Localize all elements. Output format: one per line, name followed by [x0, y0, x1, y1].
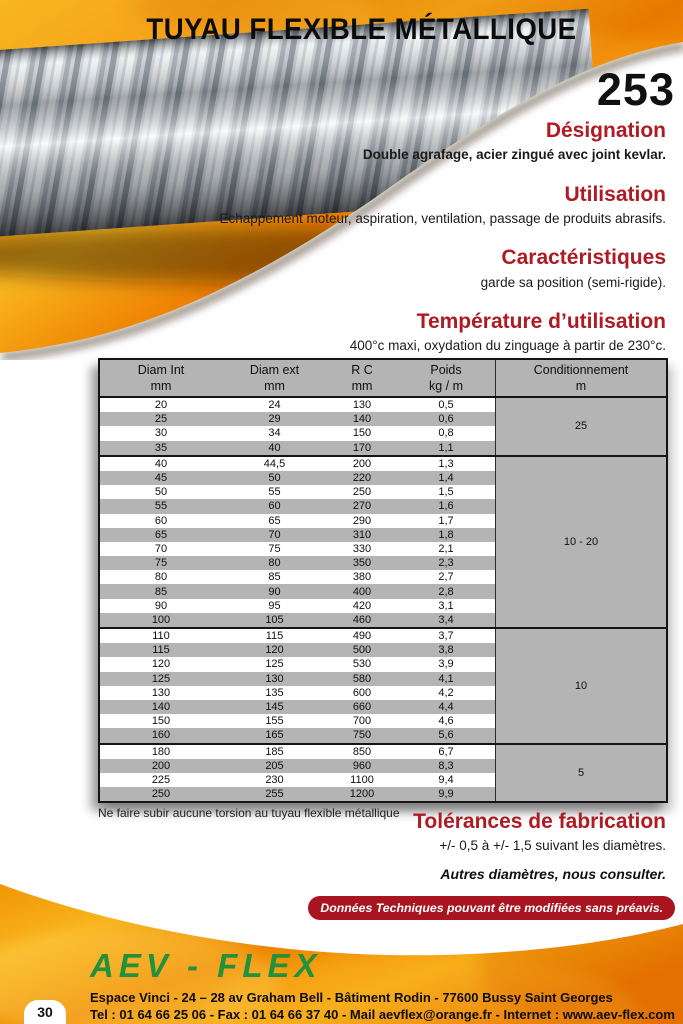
table-cell: 75	[268, 542, 281, 555]
description-section	[146, 119, 666, 164]
table-cell: 1,4	[438, 472, 454, 485]
table-cell: 310	[352, 528, 372, 541]
table-row	[100, 570, 495, 584]
company-logo: AEV - FLEX	[90, 947, 322, 984]
table-group	[100, 627, 666, 743]
table-cell: 2,1	[438, 542, 454, 555]
table-cell: 80	[268, 557, 281, 570]
table-cell: 44,5	[263, 457, 286, 470]
table-column-header: Conditionnement m	[495, 360, 666, 396]
table-cell: 1,1	[438, 441, 454, 454]
table-cell: 0,5	[438, 399, 454, 412]
table-cell: 90	[154, 599, 168, 612]
table-cell: 350	[352, 557, 372, 570]
table-header	[100, 360, 666, 398]
table-cell: 500	[352, 644, 372, 657]
table-cell: 490	[352, 630, 372, 643]
spec-table	[98, 358, 668, 803]
table-cell: 130	[265, 672, 284, 685]
table-cell: 45	[154, 472, 168, 485]
table-cell: 580	[352, 672, 372, 685]
table-cell: 200	[151, 759, 171, 772]
table-cell: 600	[352, 686, 372, 699]
table-cell: 8,3	[438, 759, 454, 772]
table-cell: 90	[268, 585, 281, 598]
table-cell: 750	[352, 729, 372, 742]
table-cell: 1,7	[438, 514, 454, 527]
table-cell: 80	[154, 571, 168, 584]
sections	[146, 119, 666, 374]
table-cell: 34	[268, 427, 281, 440]
table-cell: 2,8	[438, 585, 454, 598]
table-cell: 330	[352, 542, 372, 555]
table-cell: 2,3	[438, 557, 454, 570]
section-heading: Utilisation	[564, 182, 666, 206]
table-cell: 530	[352, 658, 372, 671]
table-cell: 9,4	[438, 773, 454, 786]
table-cell: 115	[152, 644, 170, 657]
table-cell: 100	[151, 613, 171, 626]
table-cell: 5,6	[438, 729, 454, 742]
table-row	[100, 773, 495, 787]
table-cell: 2,7	[438, 571, 454, 584]
table-cell: 60	[154, 514, 168, 527]
table-cell: 70	[154, 542, 168, 555]
section-body: garde sa position (semi-rigide).	[480, 274, 666, 290]
table-cell: 155	[265, 715, 284, 728]
table-cell: 3,9	[438, 658, 454, 671]
table-note: Ne faire subir aucune torsion au tuyau flexible métallique	[98, 806, 400, 820]
table-cell: 30	[154, 427, 168, 440]
table-row	[100, 457, 495, 471]
table-row	[100, 657, 495, 671]
company-contact: Tel : 01 64 66 25 06 - Fax : 01 64 66 37 40 - Mail aevflex@orange.fr - Internet : www.aev-flex.com	[90, 1007, 675, 1022]
table-cell: 185	[265, 745, 284, 758]
table-cell: 1,3	[438, 457, 454, 470]
table-cell: 75	[154, 557, 168, 570]
table-cell: 150	[151, 715, 171, 728]
section-body: Echappement moteur, aspiration, ventilation, passage de produits abrasifs.	[219, 210, 666, 226]
table-cell: 55	[154, 500, 168, 513]
table-row	[100, 426, 495, 440]
table-cell: 1,8	[438, 528, 454, 541]
section-body: 400°c maxi, oxydation du zinguage à partir de 230°c.	[349, 338, 666, 354]
table-cell: 960	[352, 759, 372, 772]
table-cell: 205	[265, 759, 284, 772]
table-row	[100, 700, 495, 714]
table-cell: 3,7	[438, 630, 454, 643]
section-body: Double agrafage, acier zingué avec joint kevlar.	[362, 147, 666, 163]
conditionnement-cell: 5	[495, 745, 666, 802]
table-cell: 24	[268, 399, 281, 412]
table-row	[100, 441, 495, 455]
table-cell: 85	[154, 585, 168, 598]
page-number-large: 253	[596, 64, 675, 115]
table-column-header: Poids kg / m	[428, 363, 464, 393]
table-group	[100, 743, 666, 802]
table-cell: 225	[151, 773, 171, 786]
table-cell: 105	[265, 613, 284, 626]
table-row	[100, 629, 495, 643]
table-cell: 230	[265, 773, 284, 786]
table-cell: 95	[268, 599, 281, 612]
table-cell: 60	[268, 500, 281, 513]
table-cell: 115	[265, 630, 284, 643]
description-section	[146, 310, 666, 355]
table-row	[100, 485, 495, 499]
table-cell: 255	[265, 788, 284, 801]
page-title: TUYAU FLEXIBLE MÉTALLIQUE	[146, 13, 577, 46]
table-cell: 135	[265, 686, 284, 699]
table-cell: 85	[268, 571, 281, 584]
table-cell: 700	[352, 715, 372, 728]
table-cell: 3,4	[438, 613, 454, 626]
table-cell: 20	[154, 399, 168, 412]
table-cell: 1,6	[438, 500, 454, 513]
table-row	[100, 398, 495, 412]
table-cell: 29	[268, 413, 281, 426]
table-cell: 4,6	[438, 715, 454, 728]
table-group	[100, 398, 666, 455]
table-cell: 120	[265, 644, 284, 657]
table-cell: 0,6	[438, 413, 454, 426]
table-row	[100, 556, 495, 570]
table-cell: 110	[152, 630, 170, 643]
table-row	[100, 643, 495, 657]
table-cell: 270	[352, 500, 372, 513]
table-row	[100, 599, 495, 613]
table-cell: 70	[268, 528, 281, 541]
conditionnement-cell: 10 - 20	[495, 457, 666, 627]
section-heading: Caractéristiques	[501, 246, 666, 270]
table-cell: 4,2	[438, 686, 454, 699]
table-groups	[100, 398, 666, 801]
table-cell: 35	[154, 441, 168, 454]
table-column-header: Diam Int mm	[137, 363, 185, 393]
company-address: Espace Vinci - 24 – 28 av Graham Bell - Bâtiment Rodin - 77600 Bussy Saint Georges	[90, 990, 613, 1005]
table-cell: 140	[352, 413, 372, 426]
table-row	[100, 745, 495, 759]
table-cell: 140	[151, 701, 171, 714]
table-cell: 4,1	[438, 672, 454, 685]
table-cell: 130	[151, 686, 171, 699]
table-cell: 220	[352, 472, 372, 485]
conditionnement-cell: 25	[495, 398, 666, 455]
table-cell: 6,7	[438, 745, 454, 758]
table-cell: 50	[154, 486, 168, 499]
table-cell: 165	[265, 729, 284, 742]
table-row	[100, 584, 495, 598]
table-cell: 125	[265, 658, 284, 671]
table-cell: 170	[352, 441, 372, 454]
table-cell: 0,8	[438, 427, 454, 440]
table-cell: 160	[151, 729, 171, 742]
table-row	[100, 728, 495, 742]
table-row	[100, 787, 495, 801]
table-cell: 1200	[349, 788, 375, 801]
disclaimer-pill: Données Techniques pouvant être modifiées sans préavis.	[308, 896, 675, 920]
table-cell: 65	[268, 514, 281, 527]
table-cell: 3,1	[438, 599, 454, 612]
table-row	[100, 514, 495, 528]
table-row	[100, 528, 495, 542]
page-number-tab: 30	[24, 1000, 66, 1024]
table-cell: 65	[154, 528, 168, 541]
table-cell: 120	[151, 658, 171, 671]
table-cell: 460	[352, 613, 372, 626]
table-row	[100, 714, 495, 728]
table-row	[100, 759, 495, 773]
table-column-header: Diam ext mm	[249, 363, 300, 393]
table-cell: 3,8	[438, 644, 454, 657]
table-cell: 250	[352, 486, 372, 499]
table-cell: 250	[151, 788, 171, 801]
table-row	[100, 412, 495, 426]
description-section	[146, 183, 666, 228]
table-cell: 150	[352, 427, 372, 440]
table-cell: 660	[352, 701, 372, 714]
table-cell: 25	[154, 413, 168, 426]
table-row	[100, 499, 495, 513]
table-cell: 400	[352, 585, 372, 598]
table-cell: 9,9	[438, 788, 454, 801]
table-cell: 50	[268, 472, 281, 485]
tolerances-heading: Tolérances de fabrication	[413, 810, 666, 833]
table-cell: 40	[268, 441, 281, 454]
table-column-header: R C mm	[351, 363, 373, 393]
table-cell: 380	[352, 571, 372, 584]
table-cell: 850	[352, 745, 372, 758]
table-row	[100, 613, 495, 627]
table-cell: 145	[265, 701, 284, 714]
table-cell: 55	[268, 486, 281, 499]
tolerances-section	[413, 810, 666, 855]
table-cell: 180	[151, 745, 171, 758]
table-cell: 4,4	[438, 701, 454, 714]
table-row	[100, 686, 495, 700]
table-cell: 125	[151, 672, 171, 685]
table-row	[100, 542, 495, 556]
table-row	[100, 471, 495, 485]
table-row	[100, 672, 495, 686]
description-section	[146, 246, 666, 291]
section-heading: Désignation	[545, 119, 666, 142]
table-cell: 1,5	[438, 486, 454, 499]
consult-note: Autres diamètres, nous consulter.	[440, 866, 666, 882]
section-heading: Température d’utilisation	[416, 310, 666, 334]
table-group	[100, 455, 666, 627]
tolerances-body: +/- 0,5 à +/- 1,5 suivant les diamètres.	[439, 838, 666, 854]
table-cell: 40	[154, 457, 168, 470]
table-cell: 1100	[350, 773, 374, 786]
table-cell: 290	[352, 514, 372, 527]
table-cell: 130	[352, 399, 372, 412]
table-cell: 200	[352, 457, 372, 470]
conditionnement-cell: 10	[495, 629, 666, 743]
table-cell: 420	[352, 599, 372, 612]
